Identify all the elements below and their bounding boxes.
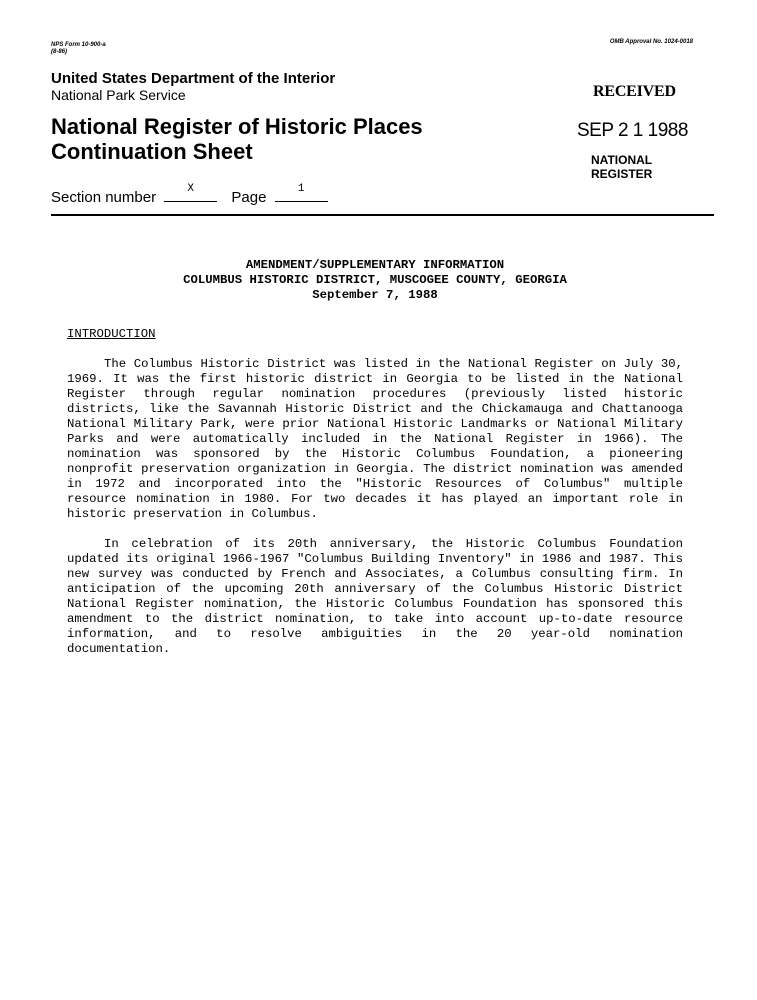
- department-name: United States Department of the Interior: [51, 70, 336, 87]
- received-stamp: RECEIVED: [593, 83, 676, 100]
- amendment-heading: AMENDMENT/SUPPLEMENTARY INFORMATION: [245, 258, 505, 272]
- form-number-line1: NPS Form 10-900-a: [51, 42, 106, 48]
- page-label: Page: [231, 189, 267, 206]
- omb-approval: OMB Approval No. 1024-0018: [609, 39, 693, 45]
- stamp-national: NATIONAL: [591, 153, 653, 167]
- paragraph-2: In celebration of its 20th anniversary, the Historic Columbus Foundation updated its original 1966-1967 "Columbus Building Inventory" in 1986 and 1987. This new survey was conducted by French and Associates, a Columbus consulting firm. In anticipation of the upcoming 20th anniversary of the Columbus Historic District National Register nomination, the Historic Columbus Foundation has sponsored this amendment to the district nomination, to take into account up-to-date resource information, and to resolve ambiguities in the 20 year-old nomination documentation.: [67, 537, 683, 656]
- form-number: [51, 42, 106, 56]
- service-name: National Park Service: [51, 87, 186, 103]
- header-divider: [51, 214, 714, 216]
- district-heading: COLUMBUS HISTORIC DISTRICT, MUSCOGEE COUNTY, GEORGIA: [183, 273, 567, 287]
- received-date: SEP 2 1 1988: [577, 120, 688, 141]
- page-number-value: 1: [297, 183, 305, 195]
- section-page-line: [51, 183, 328, 207]
- document-body: [67, 258, 683, 657]
- document-date: September 7, 1988: [312, 288, 438, 302]
- section-heading-introduction: INTRODUCTION: [67, 327, 156, 341]
- page-title: National Register of Historic Places: [51, 114, 423, 139]
- paragraph-1: The Columbus Historic District was listed in the National Register on July 30, 1969. It was the first historic district in Georgia to be listed in the National Register through regular nomination procedures (previously listed historic districts, like the Savannah Historic District and the Chickamauga and Chattanooga National Military Park, were prior National Historic Landmarks or National Military Parks and were automatically included in the National Register in 1966). The nomination was sponsored by the Historic Columbus Foundation, a pioneering nonprofit preservation organization in Georgia. The district nomination was amended in 1972 and incorporated into the "Historic Resources of Columbus" multiple resource nomination in 1980. For two decades it has played an important role in historic preservation in Columbus.: [67, 357, 683, 521]
- section-number-value: X: [187, 183, 195, 195]
- page-number-field: [275, 183, 328, 202]
- section-number-field: [164, 183, 217, 202]
- section-number-label: Section number: [51, 189, 157, 206]
- stamp-register: REGISTER: [591, 167, 653, 181]
- page-subtitle: Continuation Sheet: [51, 139, 253, 164]
- form-number-line2: (8-86): [51, 49, 68, 55]
